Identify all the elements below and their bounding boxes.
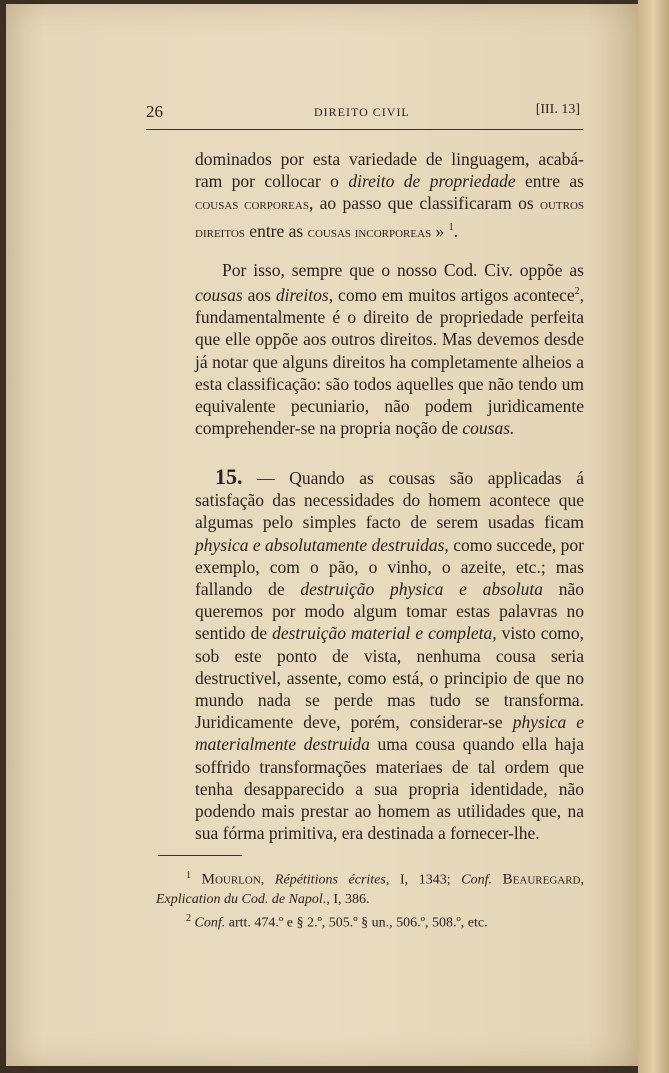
- text-run: não queremos por modo algum tomar estas palavras no sentido de: [195, 579, 584, 644]
- cited-work: Explication du Cod. de Napol.: [156, 891, 327, 907]
- text-run: como em muitos artigos acontece: [333, 285, 575, 306]
- small-caps-term: cousas corporeas: [195, 197, 309, 214]
- footnotes: [156, 866, 584, 932]
- text-run: entre as: [244, 220, 308, 241]
- author-name: Mourlon: [201, 871, 261, 888]
- italic-term: cousas.: [462, 418, 515, 439]
- text-run: [191, 873, 202, 888]
- text-run: , fundamentalmente é o direito de propriedade perfeita que elle oppõe aos outros direitos. Mas devemos desde já notar que alguns direitos ha completamente alheios a esta classificação: são todos aquelles que não tendo um equivalente pecuniario, não podem juridicamente comprehender-se na propria noção de: [195, 285, 585, 439]
- italic-term: physica e absolutamente destruidas,: [195, 534, 449, 555]
- italic-term: destruição physica e absoluta: [300, 579, 543, 600]
- text-run: visto como, sob este ponto de vista, nenhuma cousa seria destructivel, assente, como está, o principio de que no mundo nada se perde mas tudo se transforma. Juridicamente deve, porém, considerar-se: [195, 623, 584, 733]
- paragraph-2: [195, 259, 584, 439]
- paragraph-1: [195, 148, 584, 244]
- footnote-2: [186, 909, 584, 933]
- text-run: , ao passo que classificaram os: [308, 193, 540, 214]
- italic-term: physica e materialmente destruida: [195, 712, 584, 755]
- footnote-number: 2: [186, 912, 191, 924]
- text-run: artt. 474.º e § 2.º, 505.º § un., 506.º, 508.º, etc.: [225, 915, 488, 931]
- citation-abbrev: Conf.: [194, 915, 226, 931]
- text-run: entre as: [515, 171, 584, 192]
- text-run: dominados por esta variedade de linguagem, acabá-: [195, 149, 584, 169]
- footnote-marker-2: 2: [574, 286, 580, 298]
- footnote-number: 1: [186, 870, 191, 881]
- text-run: »: [431, 220, 449, 241]
- text-run: — Quando as cousas são applicadas á satisfação das necessidades do homem acontece que algumas pelo simples facto de serem usadas ficam: [195, 468, 584, 533]
- author-name: Beauregard: [502, 871, 581, 888]
- small-caps-term: outros direitos: [195, 197, 585, 241]
- italic-term: direitos,: [275, 285, 334, 306]
- text-run: .: [453, 220, 459, 241]
- italic-term: direito de propriedade: [348, 171, 516, 192]
- section-reference: [III. 13]: [535, 102, 580, 117]
- page-number: 26: [146, 102, 163, 121]
- text-run: Por isso, sempre que o nosso Cod. Civ. oppõe as: [222, 260, 584, 280]
- text-run: [492, 873, 503, 888]
- text-run: uma cousa quando ella haja soffrido transformações materiaes de tal ordem que tenha desapparecido a sua propria identidade, não podendo mais prestar ao homem as utilidades que, na sua fórma primitiva, era destinada a fornecer-lhe.: [195, 734, 584, 844]
- text-run: , I, 386.: [326, 891, 370, 907]
- small-caps-term: cousas incorporeas: [307, 224, 432, 241]
- text-run: ram por collocar o: [195, 171, 349, 192]
- text-run: , I, 1343;: [385, 872, 462, 888]
- text-run: aos: [242, 285, 276, 306]
- book-spine: [638, 0, 669, 1073]
- footnote-1: [156, 866, 584, 909]
- footnote-rule: [158, 855, 242, 856]
- text-run: como succede, por exemplo, com o pão, o vinho, o azeite, etc.; mas fallando de: [195, 534, 584, 600]
- text-run: ,: [580, 872, 584, 888]
- cited-work: Répétitions écrites: [274, 872, 386, 888]
- header-rule: [146, 129, 583, 130]
- paragraph-3: [195, 466, 584, 844]
- running-header: [146, 100, 586, 126]
- italic-term: destruição material e completa,: [272, 623, 497, 644]
- footnote-marker-1: 1: [448, 221, 454, 233]
- italic-term: cousas: [195, 285, 243, 306]
- citation-abbrev: Conf.: [461, 872, 493, 888]
- running-title: DIREITO CIVIL: [314, 105, 410, 119]
- text-run: ,: [260, 872, 275, 888]
- section-number: 15.: [215, 464, 243, 489]
